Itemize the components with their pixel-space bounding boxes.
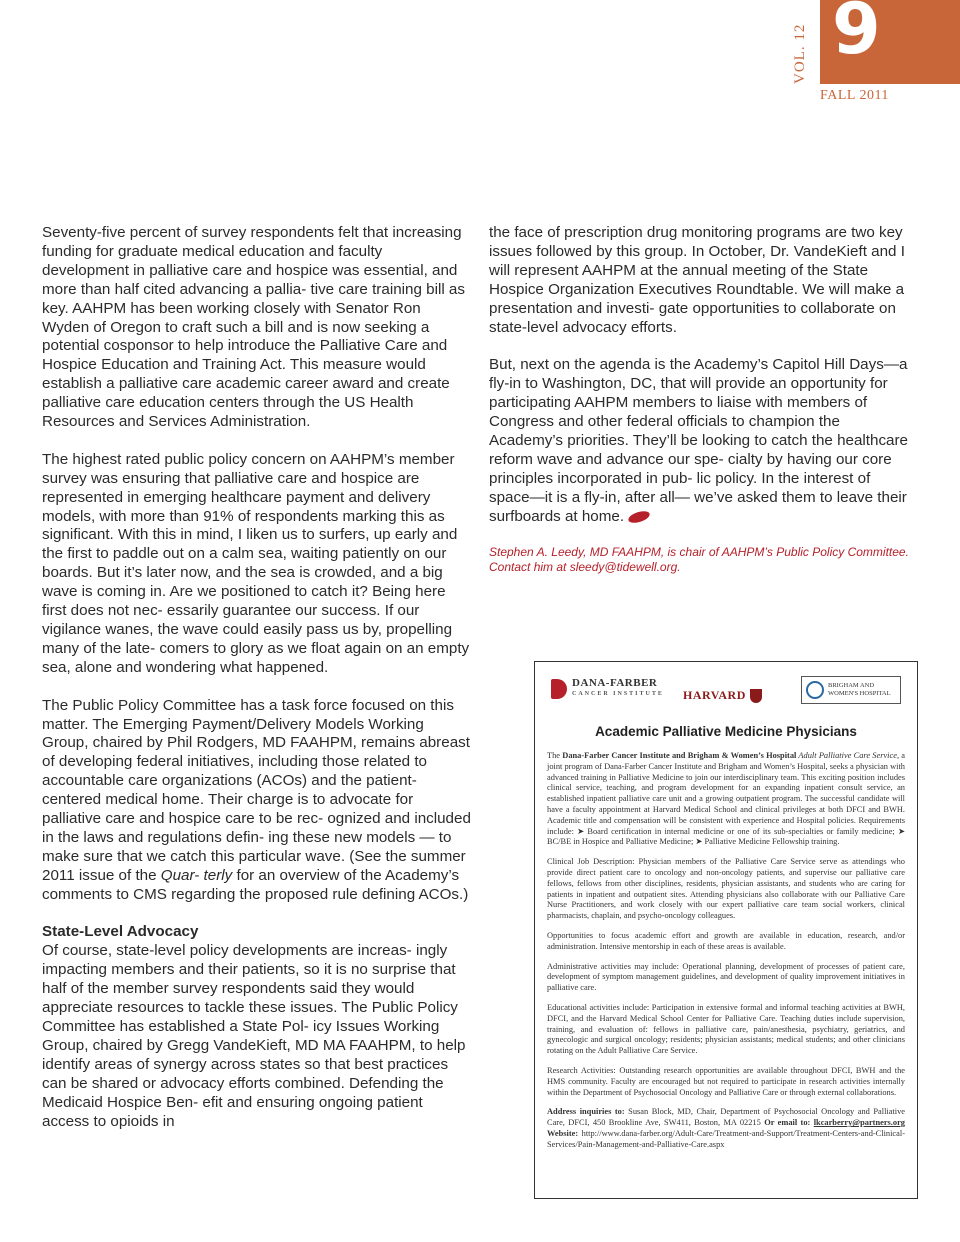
brigham-name-line2: WOMEN'S HOSPITAL [828, 690, 891, 697]
ad-admin-activities: Administrative activities may include: Operational planning, development of processes of patient care, development of symptom management guidelines, and development of quality improvement initiatives in palliative care. [547, 961, 905, 993]
address-text: Susan Block, MD, Chair, Department of Psychosocial Oncology and Palliative Care, DFCI, 450 Brookline Ave, SW411, Boston, MA 02215 [547, 1107, 905, 1128]
brigham-mark-icon [806, 681, 824, 699]
brigham-name-line1: BRIGHAM AND [828, 682, 875, 689]
article-paragraph: The highest rated public policy concern on AAHPM’s member survey was ensuring that palliative care and hospice are represented in emerging healthcare payment and delivery models, with more than 91% of respondents marking this as significant. With this in mind, I liken us to surfers, up early and the first to paddle out on a calm sea, waiting patiently on our boards. But it’s later now, and the sea is crowded, and a big wave is coming in. Are we positioned to catch it? Being here first does not nec- essarily guarantee our success. If our vigilance wanes, the wave could easily pass us by, propelling many of the late- comers to glory as we float again on an empty sea, alone and wondering what happened. [42, 450, 470, 676]
paragraph-text: for an overview of the Academy’s comments to CMS regarding the proposed rule defining ACOs.) [42, 866, 469, 903]
paragraph-text: But, next on the agenda is the Academy’s Capitol Hill Days—a fly-in to Washington, DC, that will provide an opportunity for participating AAHPM members to liaise with members of Congress and other federal officials to champion the Academy’s priorities. They’ll be looking to catch the healthcare reform wave and advance our spe- cialty by having our core principles incorporated in pub- lic policy. In the interest of space—it is a fly-in, after all— we’ve asked them to leave their surfboards at home. [489, 356, 909, 525]
email-label: Or email to: [764, 1118, 811, 1128]
website-label: Website: [547, 1128, 579, 1138]
ad-contact [547, 1107, 905, 1150]
season-label: FALL 2011 [820, 88, 889, 103]
author-byline: Stephen A. Leedy, MD FAAHPM, is chair of AAHPM’s Public Policy Committee. Contact him at sleedy@tidewell.org. [489, 545, 909, 575]
ad-research-activities: Research Activities: Outstanding research opportunities are available throughout DFCI, BWH and the HMS community. Faculty are encouraged but not required to participate in research activities internally within the Department of Psychosocial Oncology and Palliative Care or through external collaborations. [547, 1065, 905, 1097]
page-number: 9 [832, 0, 881, 70]
article-paragraph: Of course, state-level policy developments are increas- ingly impacting members and their patients, so it is no surprise that half of the member survey respondents said they would appreciate resources to tackle these issues. The Public Policy Committee has established a State Pol- icy Issues Working Group, chaired by Gregg VandeKieft, MD MA FAAHPM, to help identify areas of synergy across states so that best practices can be shared or advocacy efforts combined. Defending the Medicaid Hospice Ben- efit and ensuring ongoing patient access to opioids in [42, 942, 466, 1130]
ad-title: Academic Palliative Medicine Physicians [595, 724, 857, 739]
paragraph-text: The Public Policy Committee has a task force focused on this matter. The Emerging Payment/Delivery Models Working Group, chaired by Phil Rodgers, MD FAAHPM, remains abreast of developing federal initiatives, including those related to accountable care organizations (ACOs) and the patient-centered medical home. Their charge is to advocate for palliative care and hospice care to be rec- ognized and included in the laws and regulations defin- ing these new models — to make sure that we catch this particular wave. (See the summer 2011 issue of the [42, 696, 471, 884]
ad-education-activities: Educational activities include: Participation in extensive formal and informal teaching activities at BWH, DFCI, and the Harvard Medical School Center for Palliative Care. Teaching duties include supervision, training, and evaluation of: fellows in palliative care, pain/anesthesia, psychiatry, geriatrics, and gynecologic and surgical oncology; residents; physician assistants; medical students; and other clinicians rotating on the Adult Palliative Care Service. [547, 1002, 905, 1056]
article-paragraph: Seventy-five percent of survey respondents felt that increasing funding for graduate medical education and faculty development in palliative care and hospice was essential, and more than half cited advancing a pallia- tive care training bill as key. AAHPM has been working closely with Senator Ron Wyden of Oregon to craft such a bill and is now seeking a potential cosponsor to help introduce the Palliative Care and Hospice Education and Training Act. This measure would establish a palliative care academic career award and create palliative care education centers through the US Health Resources and Services Administration. [42, 224, 465, 431]
end-mark-icon [627, 509, 651, 523]
dana-farber-subname: CANCER INSTITUTE [572, 691, 664, 697]
website-link[interactable]: http://www.dana-farber.org/Adult-Care/Treatment-and-Support/Treatment-Centers-and-Clinical-Services/Pain-Management-and-Palliative-Care.aspx [547, 1128, 905, 1149]
volume-label: VOL. 12 [792, 23, 808, 84]
harvard-logo [683, 688, 762, 703]
ad-service-name: Adult Palliative Care Service [796, 751, 897, 760]
dana-farber-mark-icon [551, 679, 567, 699]
ad-job-description: Clinical Job Description: Physician members of the Palliative Care Service serve as attendings who provide direct patient care to oncology and non-oncology patients, and supervise our palliative care fellows, fellows from other disciplines, residents, physician assistants, and students who are caring for patients in inpatient and outpatient sites. Attending physicians also collaborate with our Palliative Care Nurse Practitioners, and work closely with our expert palliative care team social workers, clinical pharmacists, chaplain, and psycho-oncology colleagues. [547, 857, 905, 921]
job-advertisement [534, 661, 918, 1199]
dana-farber-name: DANA-FARBER [572, 677, 658, 689]
ad-logos [547, 670, 905, 714]
email-link[interactable]: lkcarberry@partners.org [813, 1118, 905, 1128]
article-left-column [42, 224, 472, 1150]
publication-title: Quar- terly [160, 866, 233, 884]
article-paragraph [42, 697, 472, 905]
brigham-logo [801, 676, 901, 704]
section-heading: State-Level Advocacy [42, 923, 199, 941]
ad-intro [547, 751, 905, 848]
ad-text: The [547, 751, 563, 760]
harvard-shield-icon [750, 689, 762, 703]
address-label: Address inquiries to: [547, 1107, 625, 1117]
ad-institutions: Dana-Farber Cancer Institute and Brigham & Women’s Hospital [562, 751, 797, 760]
article-paragraph [489, 356, 911, 526]
article-right-column [489, 224, 911, 575]
ad-opportunities: Opportunities to focus academic effort and growth are available in education, research, and/or administration. Intensive mentorship in each of these areas is available. [547, 930, 905, 951]
dana-farber-logo [551, 678, 664, 700]
ad-text: , a joint program of Dana-Farber Cancer Institute and Brigham and Women’s Hospital, seeks a physician with advanced training in Palliative Medicine to join our interdisciplinary team. This exciting position includes clinical service, teaching, and program development for an expanding inpatient consult service, an established inpatient palliative care unit and a growing outpatient program. The successful candidate will have a faculty appointment at Harvard Medical School and clinical privileges at both DFCI and BWH. Academic title and compensation will be consistent with experience and Hospital policies. Requirements include: ➤ Board certification in internal medicine or one of its sub-specialties or family medicine; ➤ BC/BE in Hospice and Palliative Medicine; ➤ Palliative Medicine Fellowship training. [547, 751, 906, 847]
harvard-name: HARVARD [683, 688, 746, 702]
article-paragraph: the face of prescription drug monitoring programs are two key issues followed by this group. In October, Dr. VandeKieft and I will represent AAHPM at the annual meeting of the State Hospice Organization Executives Roundtable. We will make a presentation and investi- gate opportunities to collaborate on state-level advocacy efforts. [489, 224, 905, 336]
